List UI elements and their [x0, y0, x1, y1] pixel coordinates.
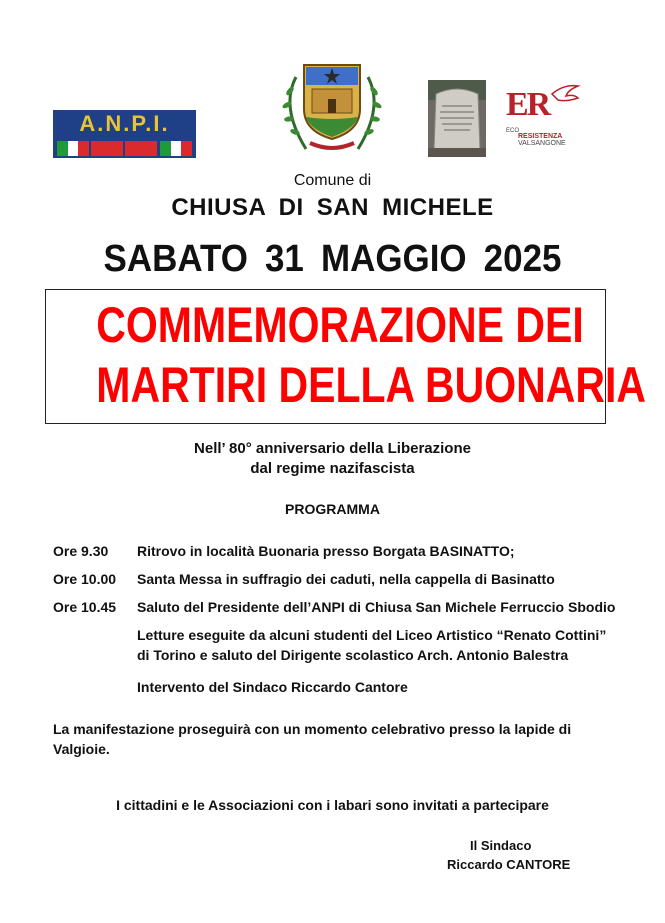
- eco-resistenza-logo: [504, 82, 582, 152]
- program-time: Ore 9.30: [53, 543, 109, 559]
- anpi-logo: [53, 110, 196, 158]
- eco-text-2: RESISTENZA: [518, 133, 563, 140]
- program-title: PROGRAMMA: [285, 501, 380, 517]
- flag-icon: [160, 141, 192, 156]
- headline-line-1: COMMEMORAZIONE DEI: [96, 297, 584, 353]
- program-extra-1: Letture eseguite da alcuni studenti del Liceo Artistico “Renato Cottini”: [137, 627, 607, 643]
- invitation-text: I cittadini e le Associazioni con i labari sono invitati a partecipare: [116, 797, 549, 813]
- closing-line-2: Valgioie.: [53, 741, 110, 757]
- eco-text-1: ECO: [506, 128, 520, 134]
- headline-line-2: MARTIRI DELLA BUONARIA: [96, 357, 646, 413]
- eco-text-3: VALSANGONE: [518, 140, 566, 147]
- event-date: SABATO 31 MAGGIO 2025: [103, 238, 562, 280]
- signature-role: Il Sindaco: [470, 838, 532, 853]
- program-item: Saluto del Presidente dell’ANPI di Chiusa San Michele Ferruccio Sbodio: [137, 599, 616, 615]
- memorial-stone-image: [428, 80, 486, 157]
- program-extra-3: Intervento del Sindaco Riccardo Cantore: [137, 679, 408, 695]
- program-item: Santa Messa in suffragio dei caduti, nella cappella di Basinatto: [137, 571, 555, 587]
- anniversary-line-1: Nell’ 80° anniversario della Liberazione: [194, 440, 471, 457]
- closing-line-1: La manifestazione proseguirà con un momento celebrativo presso la lapide di: [53, 721, 572, 737]
- program-extra-2: di Torino e saluto del Dirigente scolastico Arch. Antonio Balestra: [137, 647, 569, 663]
- flag-icon: [57, 141, 89, 156]
- anniversary-line-2: dal regime nazifascista: [250, 460, 415, 477]
- program-item: Ritrovo in località Buonaria presso Borgata BASINATTO;: [137, 543, 515, 559]
- flag-icon: [91, 141, 123, 156]
- eco-letters: ER: [506, 86, 550, 123]
- flag-icon: [125, 141, 157, 156]
- program-time: Ore 10.00: [53, 571, 117, 587]
- town-title: CHIUSA DI SAN MICHELE: [171, 194, 494, 221]
- municipal-crest-icon: [276, 57, 388, 157]
- headline-box: [45, 289, 646, 424]
- anpi-logo-text: A.N.P.I.: [53, 110, 196, 137]
- signature-name: Riccardo CANTORE: [447, 857, 571, 872]
- anpi-flags: [53, 137, 196, 158]
- program-time: Ore 10.45: [53, 599, 117, 615]
- comune-label: Comune di: [293, 172, 372, 189]
